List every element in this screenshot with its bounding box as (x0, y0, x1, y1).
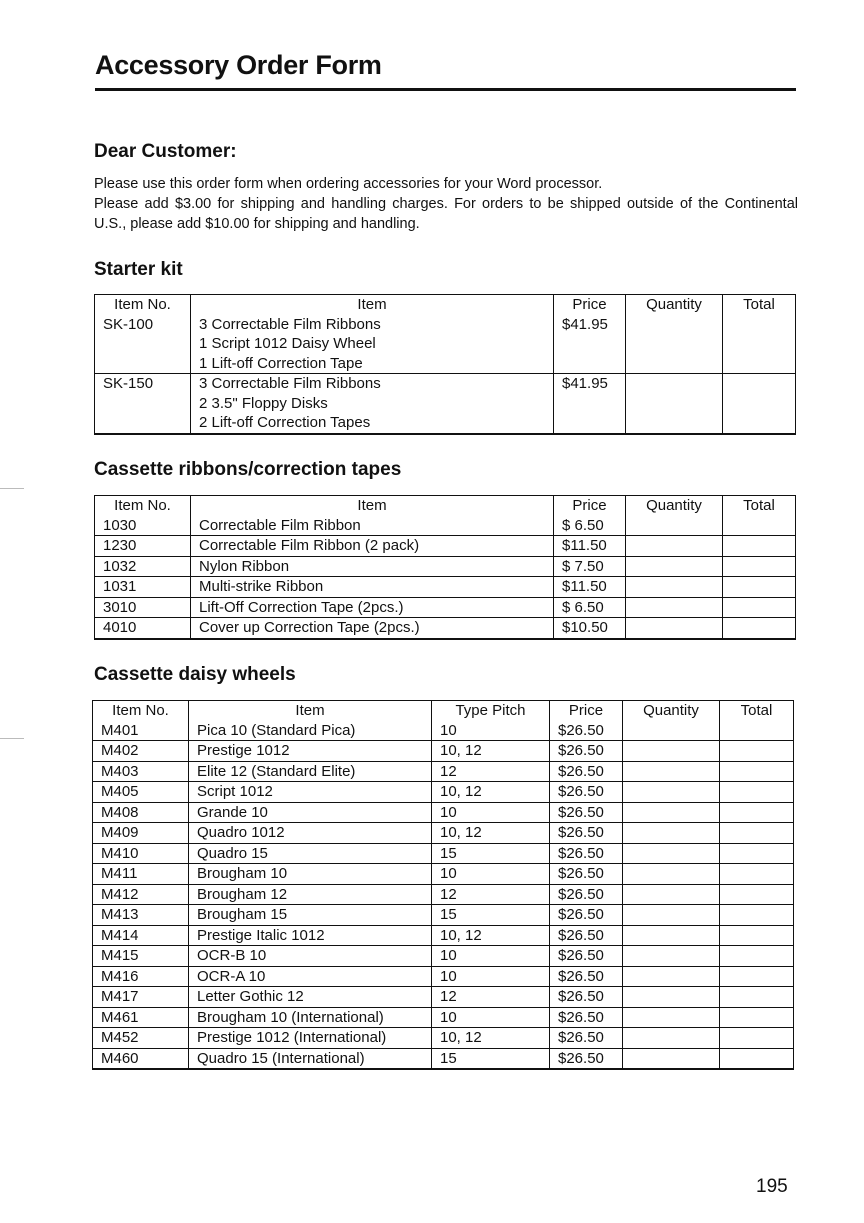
item-cell: Script 1012 (189, 782, 432, 803)
margin-mark (0, 738, 24, 739)
item-no-cell: 1030 (95, 516, 191, 536)
starter-kit-table (94, 294, 796, 435)
quantity-cell[interactable] (623, 864, 720, 885)
total-cell[interactable] (720, 966, 794, 987)
col-header-item: Item (189, 701, 432, 721)
item-no-cell: M417 (93, 987, 189, 1008)
col-header-item-no: Item No. (95, 295, 191, 315)
item-no-cell: M415 (93, 946, 189, 967)
price-cell: $26.50 (550, 884, 623, 905)
total-cell[interactable] (720, 864, 794, 885)
item-cell: OCR-B 10 (189, 946, 432, 967)
price-cell: $26.50 (550, 1028, 623, 1049)
item-no-cell: M416 (93, 966, 189, 987)
total-cell[interactable] (720, 905, 794, 926)
table-row (93, 987, 794, 1008)
type-pitch-cell: 10, 12 (432, 782, 550, 803)
item-no-cell: M461 (93, 1007, 189, 1028)
total-cell[interactable] (723, 618, 796, 639)
col-header-total: Total (723, 295, 796, 315)
price-cell: $26.50 (550, 761, 623, 782)
table-row (93, 782, 794, 803)
price-cell: $11.50 (554, 536, 626, 557)
quantity-cell[interactable] (626, 556, 723, 577)
table-row (93, 721, 794, 741)
table-row (95, 618, 796, 639)
total-cell[interactable] (720, 843, 794, 864)
item-cell: Brougham 12 (189, 884, 432, 905)
quantity-cell[interactable] (623, 1007, 720, 1028)
type-pitch-cell: 10 (432, 721, 550, 741)
total-cell[interactable] (723, 516, 796, 536)
item-no-cell: M413 (93, 905, 189, 926)
col-header-quantity: Quantity (626, 496, 723, 516)
price-cell: $26.50 (550, 925, 623, 946)
total-cell[interactable] (720, 1028, 794, 1049)
total-cell[interactable] (720, 925, 794, 946)
quantity-cell[interactable] (623, 1028, 720, 1049)
type-pitch-cell: 12 (432, 761, 550, 782)
col-header-quantity: Quantity (626, 295, 723, 315)
col-header-total: Total (723, 496, 796, 516)
item-cell: Brougham 10 (International) (189, 1007, 432, 1028)
col-header-price: Price (554, 295, 626, 315)
total-cell[interactable] (720, 1007, 794, 1028)
item-no-cell: M405 (93, 782, 189, 803)
ribbons-heading: Cassette ribbons/correction tapes (94, 459, 402, 480)
item-cell: Elite 12 (Standard Elite) (189, 761, 432, 782)
item-no-cell: M411 (93, 864, 189, 885)
item-cell: 3 Correctable Film Ribbons 2 3.5" Floppy Disks 2 Lift-off Correction Tapes (191, 374, 554, 434)
col-header-price: Price (554, 496, 626, 516)
item-cell: Brougham 15 (189, 905, 432, 926)
col-header-type-pitch: Type Pitch (432, 701, 550, 721)
quantity-cell[interactable] (623, 946, 720, 967)
item-cell: Letter Gothic 12 (189, 987, 432, 1008)
table-row (93, 905, 794, 926)
item-cell: Grande 10 (189, 802, 432, 823)
table-row (93, 1048, 794, 1069)
table-row (95, 374, 796, 434)
item-cell: Nylon Ribbon (191, 556, 554, 577)
price-cell: $26.50 (550, 802, 623, 823)
col-header-total: Total (720, 701, 794, 721)
price-cell: $26.50 (550, 782, 623, 803)
price-cell: $26.50 (550, 905, 623, 926)
type-pitch-cell: 10 (432, 802, 550, 823)
item-no-cell: M409 (93, 823, 189, 844)
price-cell: $41.95 (554, 374, 626, 434)
table-row (95, 536, 796, 557)
price-cell: $26.50 (550, 987, 623, 1008)
table-row (95, 315, 796, 374)
type-pitch-cell: 15 (432, 843, 550, 864)
item-cell: OCR-A 10 (189, 966, 432, 987)
item-cell: Prestige 1012 (International) (189, 1028, 432, 1049)
price-cell: $ 6.50 (554, 516, 626, 536)
total-cell[interactable] (720, 1048, 794, 1069)
quantity-cell[interactable] (626, 315, 723, 374)
price-cell: $26.50 (550, 864, 623, 885)
table-row (93, 1007, 794, 1028)
item-no-cell: M403 (93, 761, 189, 782)
table-row (93, 761, 794, 782)
quantity-cell[interactable] (626, 618, 723, 639)
quantity-cell[interactable] (626, 597, 723, 618)
total-cell[interactable] (720, 761, 794, 782)
total-cell[interactable] (720, 741, 794, 762)
col-header-quantity: Quantity (623, 701, 720, 721)
quantity-cell[interactable] (626, 577, 723, 598)
item-no-cell: M401 (93, 721, 189, 741)
daisy-wheels-table (92, 700, 794, 1070)
total-cell[interactable] (723, 556, 796, 577)
quantity-cell[interactable] (623, 782, 720, 803)
item-no-cell: M410 (93, 843, 189, 864)
item-cell: Quadro 15 (189, 843, 432, 864)
ribbons-table (94, 495, 796, 640)
item-cell: Cover up Correction Tape (2pcs.) (191, 618, 554, 639)
total-cell[interactable] (720, 721, 794, 741)
item-cell: Quadro 15 (International) (189, 1048, 432, 1069)
price-cell: $26.50 (550, 741, 623, 762)
item-cell: Correctable Film Ribbon (2 pack) (191, 536, 554, 557)
total-cell[interactable] (723, 597, 796, 618)
item-no-cell: 3010 (95, 597, 191, 618)
col-header-item-no: Item No. (93, 701, 189, 721)
type-pitch-cell: 10 (432, 1007, 550, 1028)
title-rule (95, 88, 796, 91)
item-cell: Lift-Off Correction Tape (2pcs.) (191, 597, 554, 618)
starter-kit-heading: Starter kit (94, 259, 183, 280)
margin-mark (0, 488, 24, 489)
price-cell: $10.50 (554, 618, 626, 639)
item-no-cell: M412 (93, 884, 189, 905)
total-cell[interactable] (723, 315, 796, 374)
table-row (93, 1028, 794, 1049)
quantity-cell[interactable] (626, 516, 723, 536)
item-no-cell: M414 (93, 925, 189, 946)
price-cell: $41.95 (554, 315, 626, 374)
table-row (93, 925, 794, 946)
table-row (93, 843, 794, 864)
item-cell: Multi-strike Ribbon (191, 577, 554, 598)
item-no-cell: M402 (93, 741, 189, 762)
col-header-item-no: Item No. (95, 496, 191, 516)
item-no-cell: M408 (93, 802, 189, 823)
page-number: 195 (756, 1176, 788, 1197)
greeting-heading: Dear Customer: (94, 141, 237, 162)
table-row (93, 884, 794, 905)
price-cell: $26.50 (550, 843, 623, 864)
quantity-cell[interactable] (623, 1048, 720, 1069)
type-pitch-cell: 12 (432, 987, 550, 1008)
total-cell[interactable] (720, 884, 794, 905)
table-row (93, 946, 794, 967)
item-cell: Pica 10 (Standard Pica) (189, 721, 432, 741)
item-no-cell: 4010 (95, 618, 191, 639)
item-no-cell: 1032 (95, 556, 191, 577)
price-cell: $11.50 (554, 577, 626, 598)
type-pitch-cell: 10 (432, 946, 550, 967)
table-row (93, 802, 794, 823)
total-cell[interactable] (723, 577, 796, 598)
quantity-cell[interactable] (623, 843, 720, 864)
type-pitch-cell: 15 (432, 1048, 550, 1069)
item-no-cell: 1230 (95, 536, 191, 557)
item-no-cell: M460 (93, 1048, 189, 1069)
col-header-price: Price (550, 701, 623, 721)
intro-text (94, 174, 798, 234)
table-row (93, 823, 794, 844)
total-cell[interactable] (720, 802, 794, 823)
item-cell: 3 Correctable Film Ribbons 1 Script 1012 Daisy Wheel 1 Lift-off Correction Tape (191, 315, 554, 374)
type-pitch-cell: 10 (432, 864, 550, 885)
table-row (93, 864, 794, 885)
table-row (95, 556, 796, 577)
quantity-cell[interactable] (623, 802, 720, 823)
total-cell[interactable] (720, 782, 794, 803)
item-cell: Correctable Film Ribbon (191, 516, 554, 536)
type-pitch-cell: 12 (432, 884, 550, 905)
total-cell[interactable] (720, 823, 794, 844)
item-no-cell: SK-150 (95, 374, 191, 434)
type-pitch-cell: 10, 12 (432, 741, 550, 762)
price-cell: $26.50 (550, 1048, 623, 1069)
quantity-cell[interactable] (623, 823, 720, 844)
price-cell: $ 7.50 (554, 556, 626, 577)
quantity-cell[interactable] (623, 761, 720, 782)
item-cell: Quadro 1012 (189, 823, 432, 844)
price-cell: $26.50 (550, 721, 623, 741)
col-header-item: Item (191, 496, 554, 516)
type-pitch-cell: 10 (432, 966, 550, 987)
quantity-cell[interactable] (626, 536, 723, 557)
type-pitch-cell: 15 (432, 905, 550, 926)
quantity-cell[interactable] (623, 925, 720, 946)
quantity-cell[interactable] (623, 884, 720, 905)
price-cell: $26.50 (550, 823, 623, 844)
table-row (93, 966, 794, 987)
total-cell[interactable] (723, 536, 796, 557)
intro-line-1: Please use this order form when ordering accessories for your Word processor. (94, 176, 603, 192)
quantity-cell[interactable] (623, 721, 720, 741)
quantity-cell[interactable] (623, 966, 720, 987)
price-cell: $26.50 (550, 1007, 623, 1028)
quantity-cell[interactable] (623, 905, 720, 926)
table-row (95, 516, 796, 536)
item-cell: Prestige 1012 (189, 741, 432, 762)
daisy-wheels-heading: Cassette daisy wheels (94, 664, 296, 685)
item-cell: Prestige Italic 1012 (189, 925, 432, 946)
total-cell[interactable] (720, 946, 794, 967)
type-pitch-cell: 10, 12 (432, 925, 550, 946)
price-cell: $26.50 (550, 946, 623, 967)
quantity-cell[interactable] (626, 374, 723, 434)
total-cell[interactable] (720, 987, 794, 1008)
price-cell: $ 6.50 (554, 597, 626, 618)
col-header-item: Item (191, 295, 554, 315)
type-pitch-cell: 10, 12 (432, 823, 550, 844)
type-pitch-cell: 10, 12 (432, 1028, 550, 1049)
quantity-cell[interactable] (623, 741, 720, 762)
item-no-cell: SK-100 (95, 315, 191, 374)
table-row (93, 741, 794, 762)
table-row (95, 597, 796, 618)
item-no-cell: M452 (93, 1028, 189, 1049)
total-cell[interactable] (723, 374, 796, 434)
item-cell: Brougham 10 (189, 864, 432, 885)
page-title: Accessory Order Form (95, 50, 382, 80)
quantity-cell[interactable] (623, 987, 720, 1008)
intro-line-2: Please add $3.00 for shipping and handling charges. For orders to be shipped outside of the Continental U.S., please add $10.00 for shipping and handling. (94, 196, 798, 232)
item-no-cell: 1031 (95, 577, 191, 598)
price-cell: $26.50 (550, 966, 623, 987)
table-row (95, 577, 796, 598)
